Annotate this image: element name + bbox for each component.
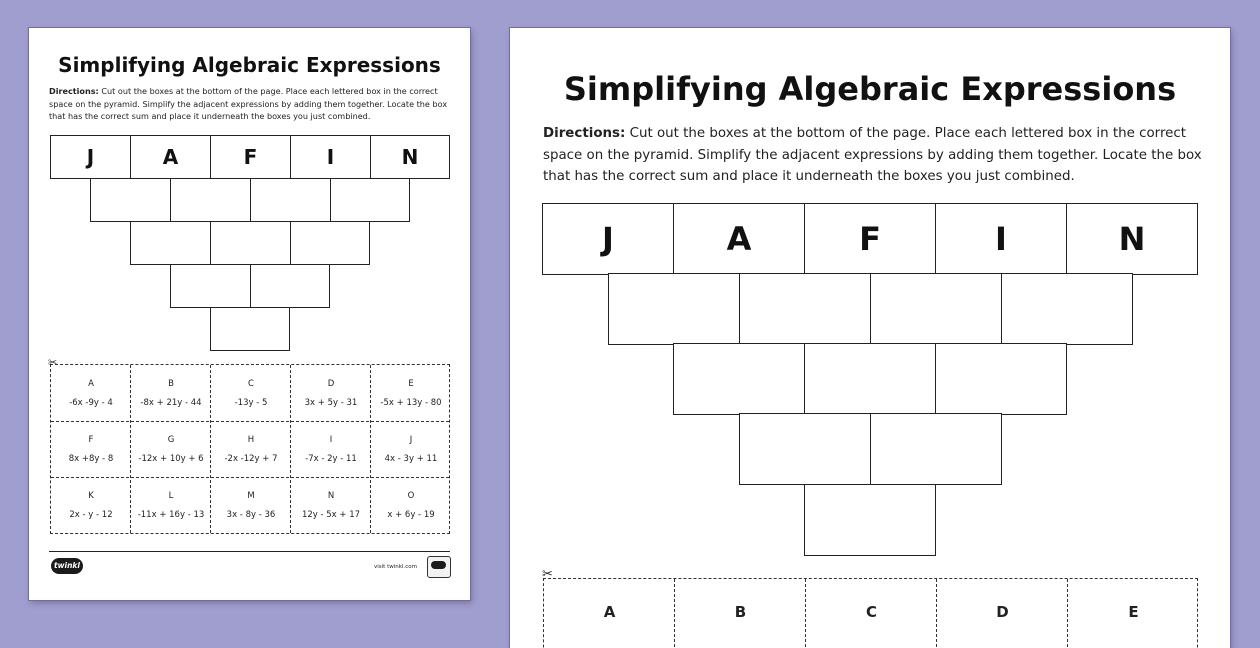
pyramid-box: [673, 203, 805, 275]
cut-out-grid: [50, 364, 450, 534]
pyramid-letter: F: [243, 145, 258, 169]
cut-box-expression: -6x -9y - 4: [69, 398, 113, 408]
pyramid-letter: N: [1118, 220, 1146, 258]
cut-box-expression: -5x + 13y - 80: [380, 398, 442, 408]
pyramid-box: [210, 135, 291, 179]
pyramid-box: [50, 135, 131, 179]
cut-box-c: [211, 365, 291, 421]
cut-box-letter: H: [247, 435, 255, 445]
visit-link-text: visit twinkl.com: [374, 564, 417, 570]
pyramid-blank-box: [330, 178, 410, 222]
pyramid-blank-box: [290, 221, 370, 265]
cut-box-expression: 2x - y - 12: [69, 510, 113, 520]
pyramid-blank-box: [870, 413, 1002, 485]
cut-box-expression: 3x + 5y - 31: [304, 398, 358, 408]
cut-box-o: [371, 477, 451, 533]
cut-box-e: [1068, 579, 1199, 648]
pyramid-blank-box: [608, 273, 740, 345]
cut-box-a: [544, 579, 675, 648]
cut-box-expression: x + 6y - 19: [387, 510, 435, 520]
scissors-icon: ✂: [542, 567, 553, 582]
pyramid-letter: A: [162, 145, 179, 169]
cut-box-letter: A: [88, 379, 94, 389]
cut-box-h: [211, 421, 291, 477]
cut-box-letter: C: [248, 379, 254, 389]
cut-box-letter: K: [88, 491, 94, 501]
cut-box-expression: -11x + 16y - 13: [137, 510, 205, 520]
pyramid-letter: J: [86, 145, 95, 169]
pyramid-box: [370, 135, 450, 179]
cut-out-grid: [543, 578, 1198, 648]
pyramid-blank-box: [673, 343, 805, 415]
cut-box-expression: 8x +8y - 8: [68, 454, 114, 464]
directions-body: Cut out the boxes at the bottom of the page. Place each lettered box in the correct space on the pyramid. Simplify the adjacent expressions by adding them together. Locate the box that has the correct sum and place it underneath the boxes you just combined.: [49, 86, 448, 121]
cut-box-letter: B: [168, 379, 174, 389]
cut-box-letter: C: [865, 603, 877, 621]
cut-box-letter: J: [409, 435, 413, 445]
cut-box-a: [51, 365, 131, 421]
cut-box-expression: -2x -12y + 7: [224, 454, 278, 464]
directions-text: [49, 85, 449, 123]
cut-box-d: [937, 579, 1068, 648]
cut-box-n: [291, 477, 371, 533]
cut-box-j: [371, 421, 451, 477]
pyramid-blank-box: [130, 221, 211, 265]
pyramid-blank-box: [210, 307, 290, 351]
pyramid-box: [804, 203, 936, 275]
pyramid-blank-box: [739, 273, 871, 345]
cut-box-expression: -8x + 21y - 44: [140, 398, 202, 408]
cut-box-m: [211, 477, 291, 533]
footer-divider: [49, 551, 450, 552]
cut-box-letter: D: [327, 379, 335, 389]
cut-box-d: [291, 365, 371, 421]
directions-body: Cut out the boxes at the bottom of the page. Place each lettered box in the correct space on the pyramid. Simplify the adjacent expressions by adding them together. Locate the box that has the correct sum and place it underneath the boxes you just combined.: [543, 126, 1202, 184]
pyramid-letter: I: [995, 220, 1007, 258]
cut-box-letter: G: [167, 435, 175, 445]
cut-box-letter: A: [603, 603, 616, 621]
pyramid-blank-box: [170, 178, 251, 222]
cut-box-letter: E: [1128, 603, 1139, 621]
pyramid-letter: I: [326, 145, 335, 169]
pyramid-blank-box: [170, 264, 251, 308]
pyramid-blank-box: [935, 343, 1067, 415]
worksheet-preview-small: [29, 28, 470, 600]
twinkl-logo: twinkl: [51, 558, 83, 574]
cut-box-c: [806, 579, 937, 648]
cut-box-expression: 4x - 3y + 11: [384, 454, 438, 464]
cut-box-letter: F: [88, 435, 94, 445]
pyramid-blank-box: [210, 221, 291, 265]
cut-box-expression: 3x - 8y - 36: [226, 510, 276, 520]
cut-box-expression: -12x + 10y + 6: [138, 454, 204, 464]
worksheet-title: Simplifying Algebraic Expressions: [58, 53, 441, 77]
cut-box-l: [131, 477, 211, 533]
cut-box-expression: -13y - 5: [234, 398, 268, 408]
cut-box-letter: I: [329, 435, 333, 445]
cut-box-k: [51, 477, 131, 533]
cut-box-e: [371, 365, 451, 421]
pyramid-box: [1066, 203, 1198, 275]
badge-icon: [427, 556, 451, 578]
pyramid-box: [130, 135, 211, 179]
pyramid-box: [290, 135, 371, 179]
pyramid-blank-box: [870, 273, 1002, 345]
cut-box-letter: N: [327, 491, 335, 501]
pyramid-blank-box: [1001, 273, 1133, 345]
cut-box-g: [131, 421, 211, 477]
worksheet-preview-zoomed: [510, 28, 1230, 648]
pyramid-blank-box: [250, 264, 330, 308]
directions-text: [543, 123, 1203, 188]
pyramid-blank-box: [90, 178, 171, 222]
pyramid-blank-box: [250, 178, 331, 222]
cut-box-letter: L: [168, 491, 174, 501]
cut-box-b: [131, 365, 211, 421]
cut-box-expression: -7x - 2y - 11: [305, 454, 357, 464]
pyramid-box: [542, 203, 674, 275]
pyramid-letter: N: [401, 145, 419, 169]
pyramid-letter: J: [602, 220, 614, 258]
pyramid-blank-box: [739, 413, 871, 485]
pyramid-letter: A: [726, 220, 752, 258]
cut-box-letter: O: [407, 491, 415, 501]
cut-box-i: [291, 421, 371, 477]
cut-box-f: [51, 421, 131, 477]
cut-box-letter: M: [247, 491, 255, 501]
directions-label: Directions:: [49, 86, 99, 96]
cut-box-letter: E: [408, 379, 414, 389]
pyramid-box: [935, 203, 1067, 275]
cut-box-letter: B: [734, 603, 747, 621]
pyramid-letter: F: [859, 220, 881, 258]
worksheet-title: Simplifying Algebraic Expressions: [563, 70, 1177, 108]
pyramid-blank-box: [804, 484, 936, 556]
cut-box-expression: 12y - 5x + 17: [301, 510, 361, 520]
directions-label: Directions:: [543, 126, 626, 141]
scissors-icon: ✂: [48, 356, 58, 369]
cut-box-b: [675, 579, 806, 648]
pyramid-blank-box: [804, 343, 936, 415]
cut-box-letter: D: [996, 603, 1009, 621]
